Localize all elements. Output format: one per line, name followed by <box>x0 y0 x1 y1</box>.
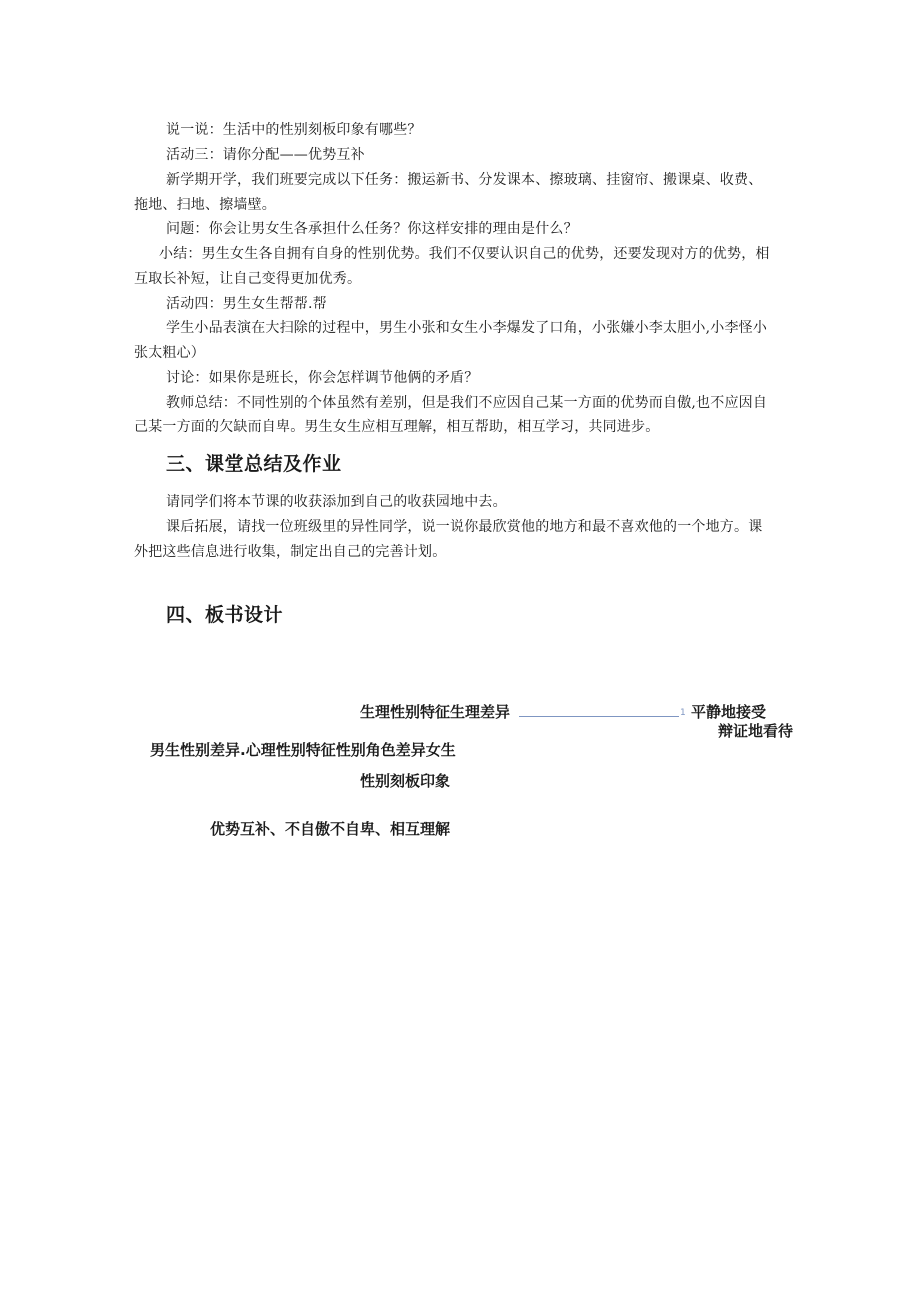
board-connector-line <box>519 716 679 717</box>
board-tick-mark: 1 <box>680 708 686 718</box>
body-line: 教师总结：不同性别的个体虽然有差别，但是我们不应因自己某一方面的优势而自傲,也不应因自 <box>166 395 768 411</box>
body-line: 小结：男生女生各自拥有自身的性别优势。我们不仅要认识自己的优势，还要发现对方的优势，相 <box>159 246 770 262</box>
body-line: 讨论：如果你是班长，你会怎样调节他俩的矛盾？ <box>166 370 479 386</box>
board-dialectic-label: 辩证地看待 <box>718 722 794 740</box>
board-physio-label: 生理性别特征生理差异 <box>360 703 511 721</box>
body-line: 说一说：生活中的性别刻板印象有哪些？ <box>166 122 422 138</box>
board-accept-label: 平静地接受 <box>691 703 767 721</box>
body-line: 活动三：请你分配——优势互补 <box>166 147 365 163</box>
body-line: 己某一方面的欠缺而自卑。男生女生应相互理解，相互帮助，相互学习，共同进步。 <box>134 419 660 435</box>
body-line: 互取长补短，让自己变得更加优秀。 <box>134 271 362 287</box>
body-line: 外把这些信息进行收集，制定出自己的完善计划。 <box>134 544 447 560</box>
body-line: 张太粗心） <box>134 345 205 361</box>
section-heading-summary: 三、课堂总结及作业 <box>166 453 342 475</box>
body-line: 学生小品表演在大扫除的过程中，男生小张和女生小李爆发了口角，小张嫌小李太胆小,小李怪小 <box>166 320 768 336</box>
body-line: 拖地、扫地、擦墙壁。 <box>134 197 276 213</box>
board-stereotype-label: 性别刻板印象 <box>360 772 451 790</box>
board-summary-label: 优势互补、不自傲不自卑、相互理解 <box>210 820 451 838</box>
body-line: 课后拓展，请找一位班级里的异性同学，说一说你最欣赏他的地方和最不喜欢他的一个地方。课 <box>166 519 763 535</box>
body-line: 新学期开学，我们班要完成以下任务：搬运新书、分发课本、擦玻璃、挂窗帘、搬课桌、收费、 <box>166 172 763 188</box>
body-line: 活动四：男生女生帮帮.帮 <box>166 296 327 312</box>
body-line: 问题：你会让男女生各承担什么任务？你这样安排的理由是什么？ <box>166 221 578 237</box>
board-main-row: 男生性别差异.心理性别特征性别角色差异女生 <box>150 741 456 759</box>
section-heading-board: 四、板书设计 <box>166 604 284 626</box>
body-line: 请同学们将本节课的收获添加到自己的收获园地中去。 <box>166 494 507 510</box>
